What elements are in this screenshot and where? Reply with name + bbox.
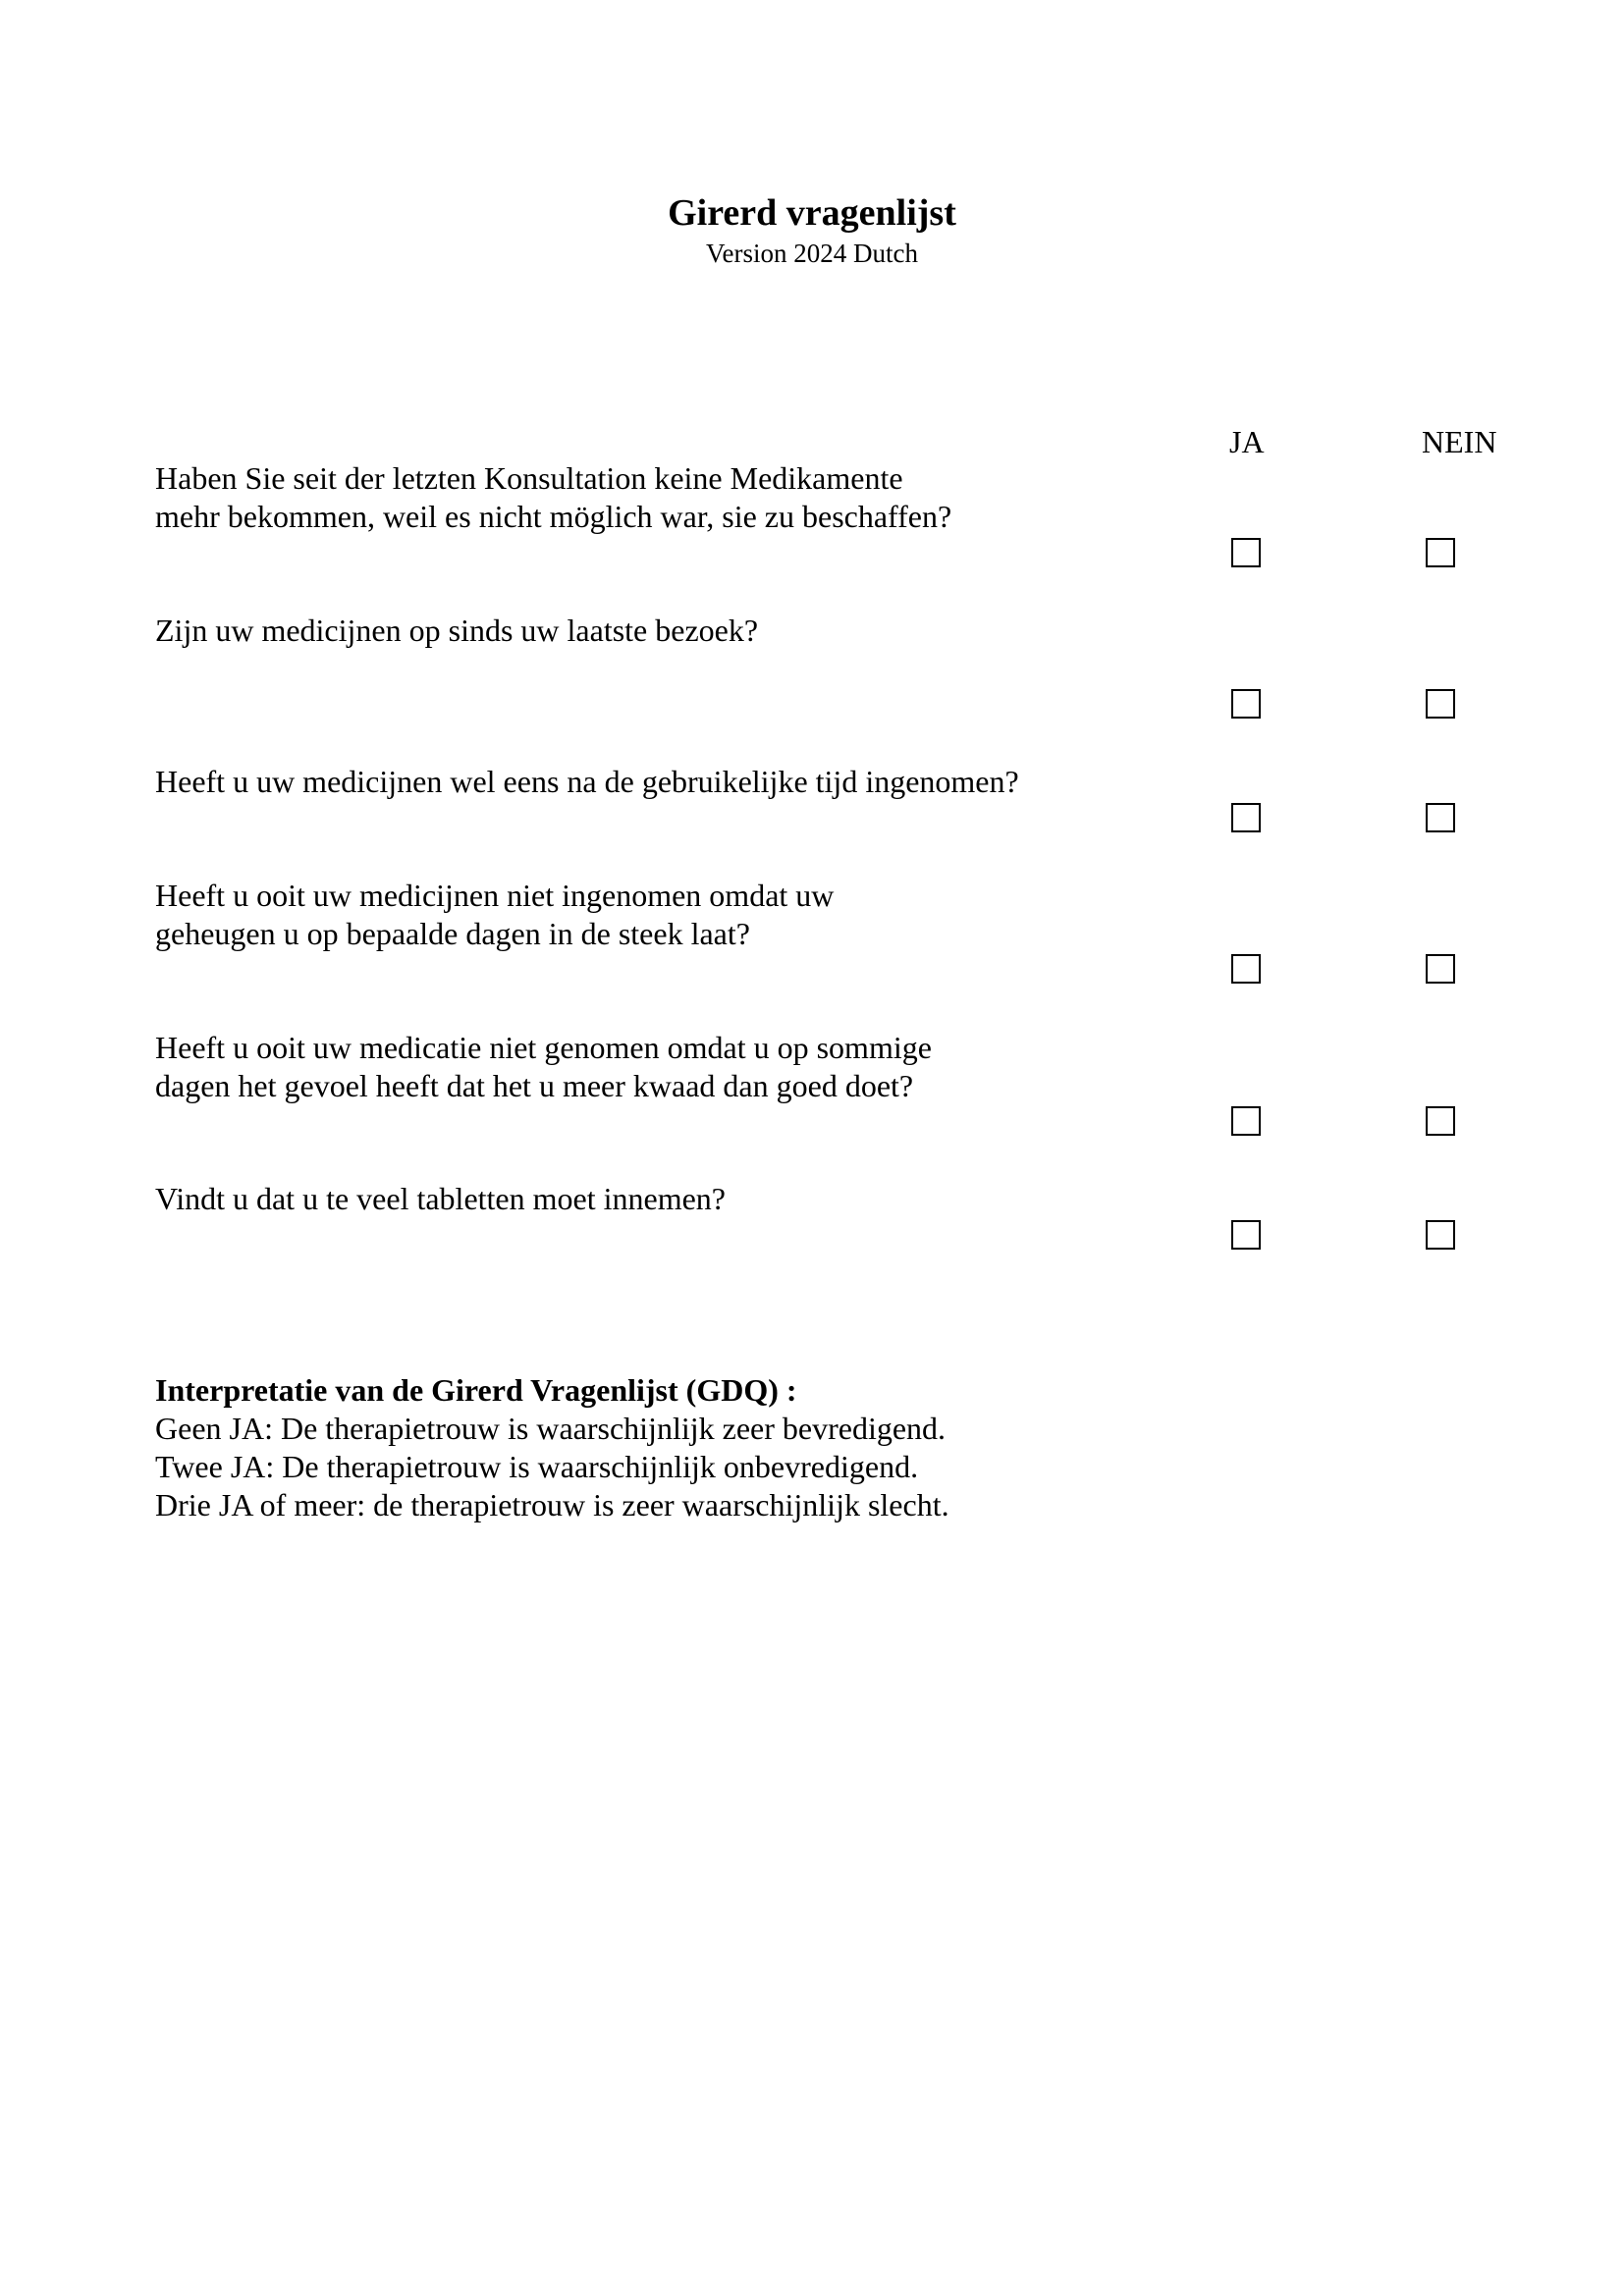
interpretation-line: Drie JA of meer: de therapietrouw is zeer waarschijnlijk slecht.	[155, 1487, 949, 1522]
question-2-no-checkbox[interactable]	[1426, 689, 1455, 719]
question-6-yes-checkbox[interactable]	[1231, 1220, 1261, 1250]
question-1-no-checkbox[interactable]	[1426, 538, 1455, 567]
question-1	[155, 459, 1196, 536]
question-4-no-checkbox[interactable]	[1426, 954, 1455, 984]
page-subtitle: Version 2024 Dutch	[706, 239, 918, 268]
question-text-line: Heeft u ooit uw medicatie niet genomen omdat u op sommige	[155, 1030, 932, 1065]
interpretation-line: Twee JA: De therapietrouw is waarschijnlijk onbevredigend.	[155, 1449, 919, 1484]
question-6-no-checkbox[interactable]	[1426, 1220, 1455, 1250]
question-3	[155, 763, 1196, 801]
question-6	[155, 1180, 1196, 1218]
question-text-line: Heeft u uw medicijnen wel eens na de gebruikelijke tijd ingenomen?	[155, 764, 1019, 799]
question-1-yes-checkbox[interactable]	[1231, 538, 1261, 567]
question-text-line: Zijn uw medicijnen op sinds uw laatste bezoek?	[155, 613, 759, 648]
question-4-yes-checkbox[interactable]	[1231, 954, 1261, 984]
question-text-line: Vindt u dat u te veel tabletten moet innemen?	[155, 1181, 726, 1216]
interpretation-line: Geen JA: De therapietrouw is waarschijnlijk zeer bevredigend.	[155, 1411, 947, 1446]
question-3-yes-checkbox[interactable]	[1231, 803, 1261, 832]
page-title: Girerd vragenlijst	[668, 192, 956, 234]
interpretation-title: Interpretatie van de Girerd Vragenlijst (GDQ) :	[155, 1372, 797, 1408]
question-5	[155, 1029, 1196, 1105]
question-5-yes-checkbox[interactable]	[1231, 1106, 1261, 1136]
question-text-line: Heeft u ooit uw medicijnen niet ingenomen omdat uw	[155, 878, 835, 913]
question-4	[155, 877, 1196, 953]
question-5-no-checkbox[interactable]	[1426, 1106, 1455, 1136]
question-text-line: geheugen u op bepaalde dagen in de steek laat?	[155, 916, 750, 951]
question-text-line: dagen het gevoel heeft dat het u meer kwaad dan goed doet?	[155, 1068, 914, 1103]
question-text-line: Haben Sie seit der letzten Konsultation keine Medikamente	[155, 460, 903, 496]
question-2-yes-checkbox[interactable]	[1231, 689, 1261, 719]
column-header-no: NEIN	[1422, 424, 1497, 459]
interpretation-section	[155, 1371, 949, 1524]
question-text-line: mehr bekommen, weil es nicht möglich war, sie zu beschaffen?	[155, 499, 952, 534]
question-3-no-checkbox[interactable]	[1426, 803, 1455, 832]
question-2	[155, 612, 1196, 650]
column-header-yes: JA	[1229, 424, 1265, 459]
